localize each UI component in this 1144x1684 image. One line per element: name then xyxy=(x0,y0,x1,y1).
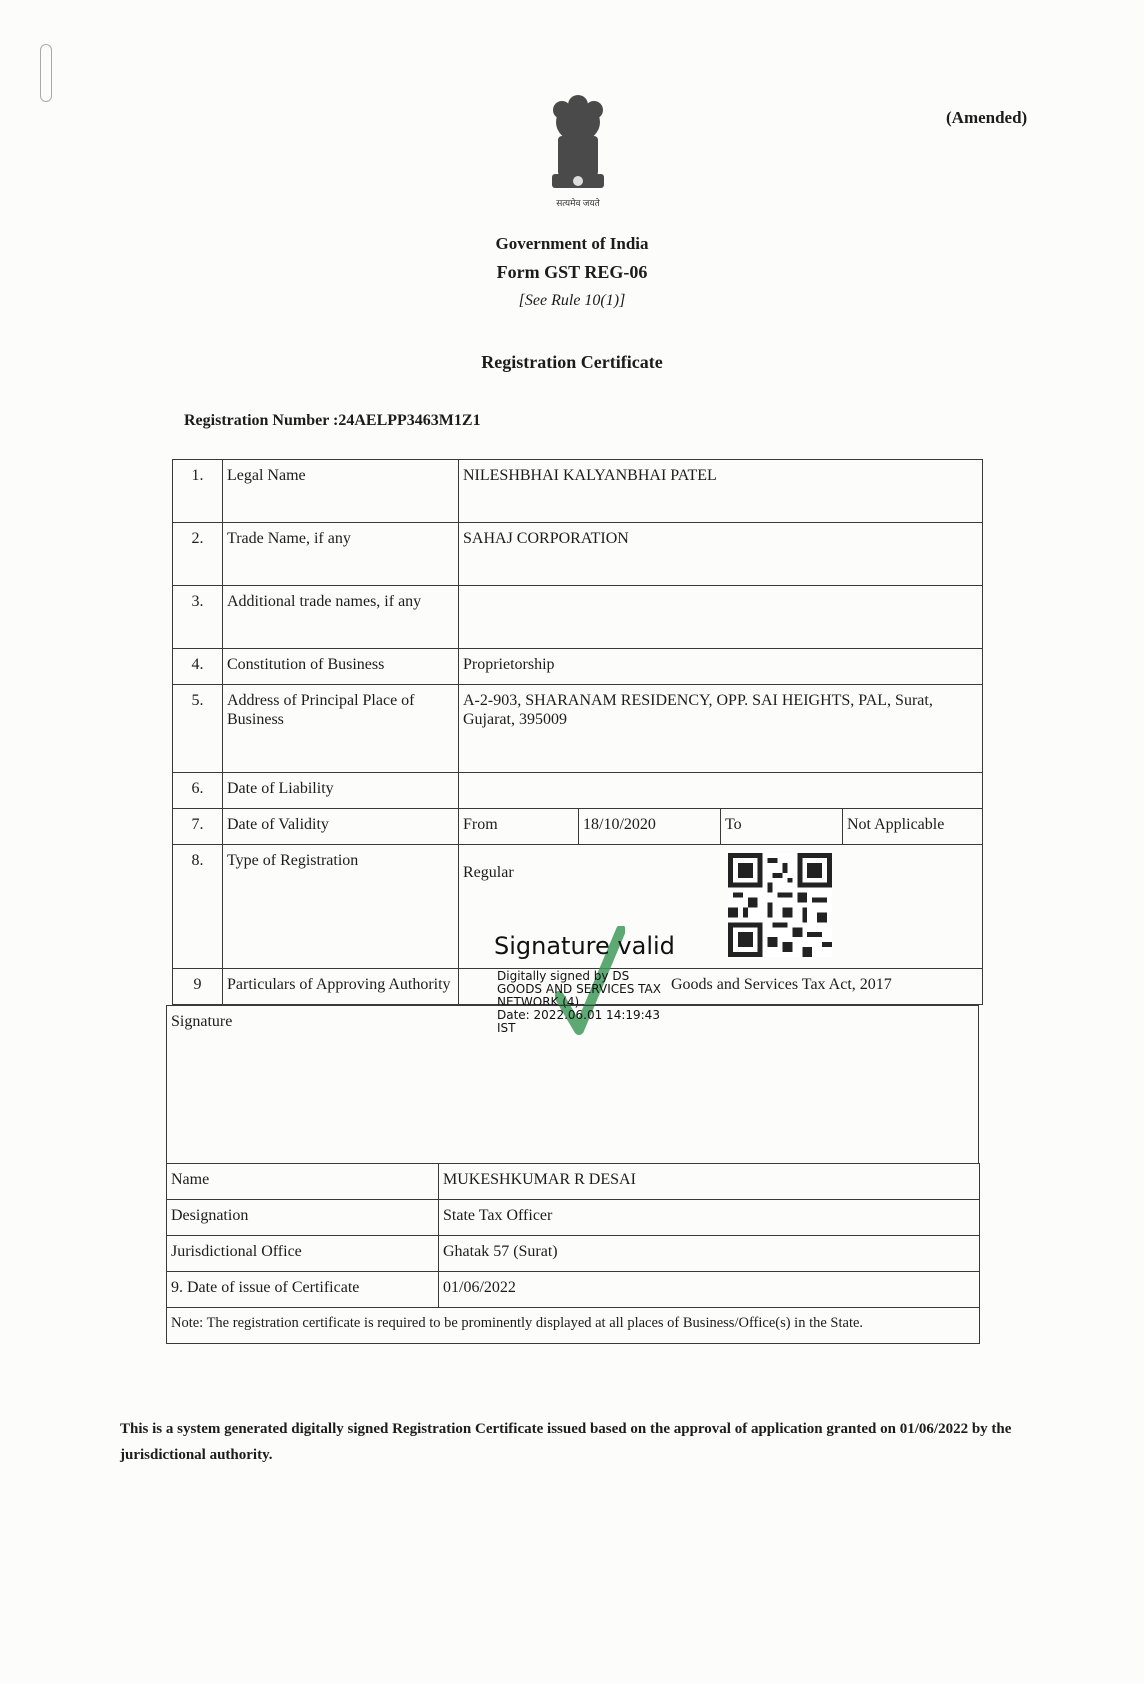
registration-number: Registration Number :24AELPP3463M1Z1 xyxy=(184,412,481,429)
row-label: Particulars of Approving Authority xyxy=(223,969,459,1005)
validity-to-label: To xyxy=(721,809,843,845)
trade-name-value: SAHAJ CORPORATION xyxy=(459,523,983,586)
table-row: 2. Trade Name, if any SAHAJ CORPORATION xyxy=(173,523,983,586)
table-row: 9 Particulars of Approving Authority Goods and Services Tax Act, 2017 xyxy=(173,969,983,1005)
additional-trade-names-value xyxy=(459,586,983,649)
signature-valid-text: Signature valid xyxy=(494,932,675,960)
date-of-issue-value: 01/06/2022 xyxy=(439,1272,980,1308)
type-of-registration-value: Regular xyxy=(459,845,983,969)
signature-label: Signature xyxy=(167,1006,979,1164)
row-label: Address of Principal Place of Business xyxy=(223,685,459,773)
row-label: Constitution of Business xyxy=(223,649,459,685)
legal-name-value: NILESHBHAI KALYANBHAI PATEL xyxy=(459,460,983,523)
row-label: Type of Registration xyxy=(223,845,459,969)
validity-from-value: 18/10/2020 xyxy=(579,809,721,845)
row-label: Designation xyxy=(167,1200,439,1236)
table-row xyxy=(167,1236,980,1272)
jurisdictional-office-value: Ghatak 57 (Surat) xyxy=(439,1236,980,1272)
row-label: Date of Liability xyxy=(223,773,459,809)
signature-date: Date: 2022.06.01 14:19:43 IST xyxy=(497,1008,660,1035)
row-label: 9. Date of issue of Certificate xyxy=(167,1272,439,1308)
row-label: Additional trade names, if any xyxy=(223,586,459,649)
punch-hole-mark xyxy=(40,44,52,102)
address-value: A-2-903, SHARANAM RESIDENCY, OPP. SAI HEIGHTS, PAL, Surat, Gujarat, 395009 xyxy=(459,685,983,773)
display-note: Note: The registration certificate is required to be prominently displayed at all places of Business/Office(s) in the State. xyxy=(167,1308,980,1344)
row-label: Date of Validity xyxy=(223,809,459,845)
signature-box xyxy=(166,1005,979,1164)
digitally-signed-by: Digitally signed by DS GOODS AND SERVICES TAX NETWORK (4) xyxy=(497,969,661,1009)
date-of-liability-value xyxy=(459,773,983,809)
validity-to-value: Not Applicable xyxy=(843,809,983,845)
national-emblem-icon xyxy=(540,92,616,210)
table-row xyxy=(167,1200,980,1236)
government-title: Government of India xyxy=(495,234,649,253)
table-row: 4. Constitution of Business Proprietorship xyxy=(173,649,983,685)
row-label: Jurisdictional Office xyxy=(167,1236,439,1272)
table-row: 3. Additional trade names, if any xyxy=(173,586,983,649)
registration-details-table xyxy=(172,459,983,1005)
approving-authority-value: Goods and Services Tax Act, 2017 xyxy=(459,969,983,1005)
table-row: 1. Legal Name NILESHBHAI KALYANBHAI PATEL xyxy=(173,460,983,523)
table-row xyxy=(167,1308,980,1344)
table-row xyxy=(167,1272,980,1308)
table-row: 7. Date of Validity From 18/10/2020 To Not Applicable xyxy=(173,809,983,845)
certificate-title: Registration Certificate xyxy=(481,352,663,372)
form-title: Form GST REG-06 xyxy=(496,262,648,282)
designation-value: State Tax Officer xyxy=(439,1200,980,1236)
officer-name-value: MUKESHKUMAR R DESAI xyxy=(439,1164,980,1200)
row-label: Legal Name xyxy=(223,460,459,523)
qr-code-icon xyxy=(728,853,832,957)
table-row: 5. Address of Principal Place of Business A-2-903, SHARANAM RESIDENCY, OPP. SAI HEIGHTS, PAL, Surat, Gujarat, 395009 xyxy=(173,685,983,773)
emblem-motto: सत्यमेव जयते xyxy=(556,198,600,208)
system-generated-footer: This is a system generated digitally signed Registration Certificate issued based on the approval of application granted on 01/06/2022 by the jurisdictional authority. xyxy=(120,1421,1012,1463)
constitution-value: Proprietorship xyxy=(459,649,983,685)
row-label: Name xyxy=(167,1164,439,1200)
officer-rows xyxy=(166,1163,980,1344)
validity-from-label: From xyxy=(459,809,579,845)
amended-label: (Amended) xyxy=(946,108,1028,127)
table-row xyxy=(167,1164,980,1200)
table-row: 6. Date of Liability xyxy=(173,773,983,809)
row-label: Trade Name, if any xyxy=(223,523,459,586)
rule-reference: [See Rule 10(1)] xyxy=(518,292,626,309)
table-row: 8. Type of Registration Regular xyxy=(173,845,983,969)
